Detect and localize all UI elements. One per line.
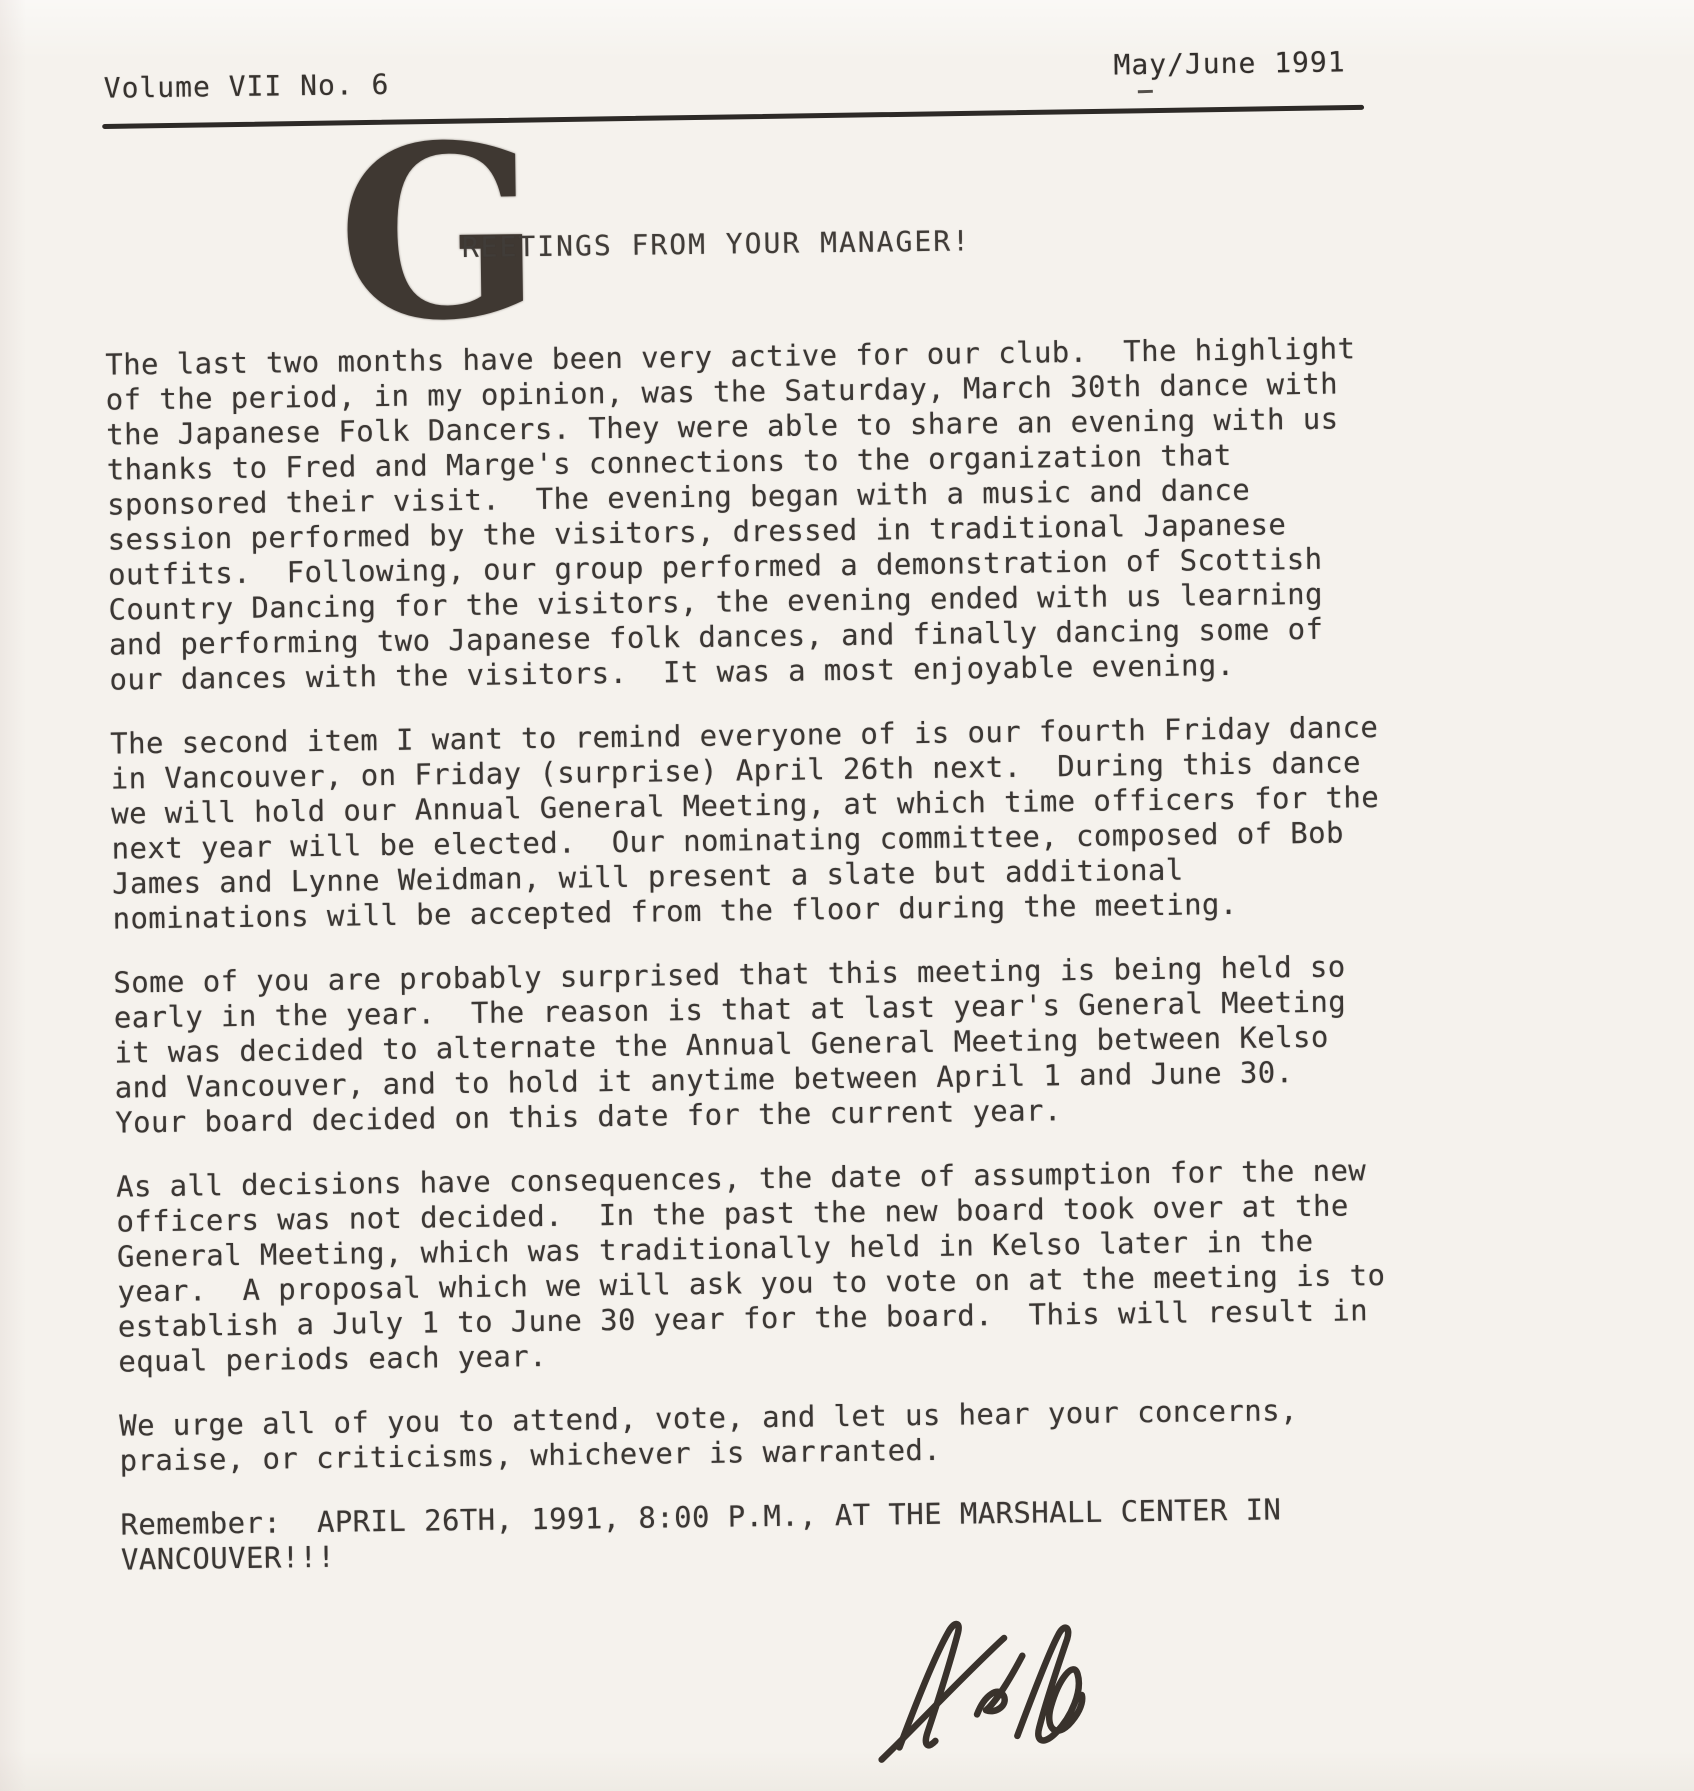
article-heading: REETINGS FROM YOUR MANAGER! — [461, 224, 972, 265]
paragraph-meeting-timing: Some of you are probably surprised that this meeting is being held so early in the year. The reason is that at last year's General Meeting it was decided to alternate the Annual General Meeting between Kelso and Vancouver, and to hold it anytime between April 1 and June 30. Your board decided on this date for the current year. — [113, 949, 1347, 1140]
issue-date: May/June 1991 — [1113, 45, 1346, 82]
paragraph-agm-reminder: The second item I want to remind everyone of is our fourth Friday dance in Vancouver, on Friday (surprise) April 26th next. During this dance we will hold our Annual General Meeting, at which time officers for the next year will be elected. Our nominating committee, composed of Bob James and Lynne Weidman, will present a slate but additional nominations will be accepted from the floor during the meeting. — [110, 710, 1380, 936]
volume-number: Volume VII No. 6 — [103, 67, 390, 105]
paragraph-remember-date: Remember: APRIL 26TH, 1991, 8:00 P.M., AT THE MARSHALL CENTER IN VANCOUVER!!! — [120, 1492, 1282, 1577]
paragraph-club-activity: The last two months have been very active for our club. The highlight of the period, in my opinion, was the Saturday, March 30th dance with the Japanese Folk Dancers. They were able to share an evening with us thanks to Fred and Marge's connections to the organization that sponsored their visit. The evening began with a music and dance session performed by the visitors, dressed in traditional Japanese outfits. Following, our group performed a demonstration of Scottish Country Dancing for the visitors, the evening ended with us learning and performing two Japanese folk dances, and finally dancing some of our dances with the visitors. It was a most enjoyable evening. — [105, 331, 1356, 697]
dropcap-letter-g: G — [335, 92, 543, 375]
manager-signature-handwritten — [864, 1605, 1096, 1783]
paragraph-urge-attend: We urge all of you to attend, vote, and let us hear your concerns, praise, or criticisms, whichever is warranted. — [118, 1393, 1299, 1478]
article-body — [105, 330, 1451, 1606]
paragraph-board-year-proposal: As all decisions have consequences, the date of assumption for the new officers was not decided. In the past the new board took over at the General Meeting, which was traditionally held in Kelso later in the year. A proposal which we will ask you to vote on at the meeting is to establish a July 1 to June 30 year for the board. This will result in equal periods each year. — [115, 1153, 1386, 1379]
signature-herb-icon — [864, 1605, 1096, 1783]
header-divider-rule — [102, 105, 1364, 129]
scan-artifact-dash — [1138, 90, 1153, 93]
